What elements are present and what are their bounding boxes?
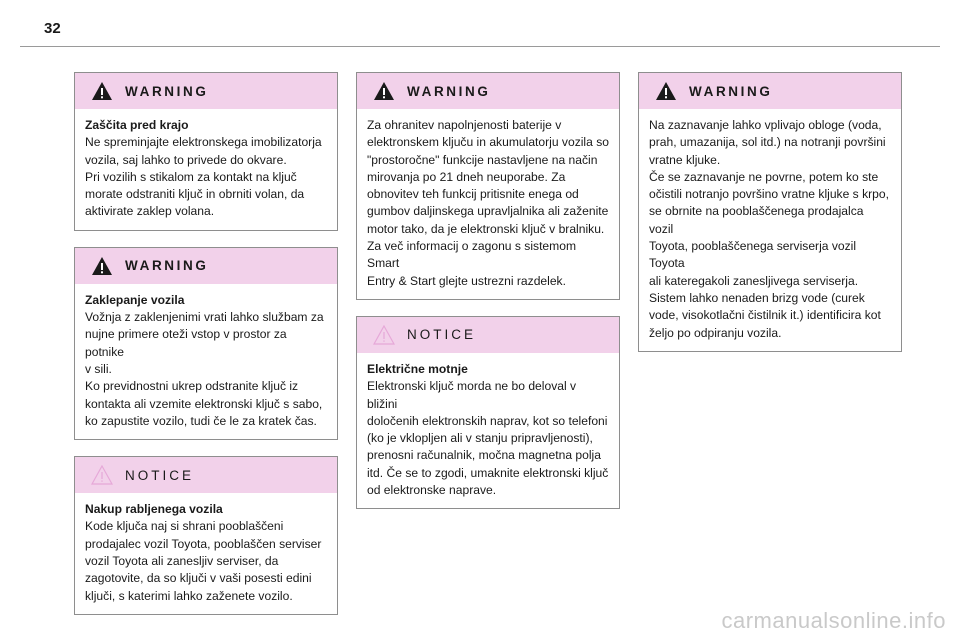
box-subtitle: Zaklepanje vozila xyxy=(85,292,185,307)
notice-title: NOTICE xyxy=(125,467,195,483)
box-text-line: kontakta ali vzemite elektronski ključ s sabo, xyxy=(85,396,323,411)
notice-body xyxy=(357,353,619,508)
warning-header xyxy=(639,73,901,109)
box-text-line: zagotovite, da so ključi v vaši posesti edini xyxy=(85,571,312,586)
notice-box xyxy=(356,316,620,509)
box-text-line: od elektronske naprave. xyxy=(367,483,497,498)
box-text-line: Na zaznavanje lahko vplivajo obloge (voda, xyxy=(649,118,882,132)
box-text-line: Če se zaznavanje ne povrne, potem ko ste xyxy=(649,169,879,184)
notice-triangle-icon xyxy=(91,465,113,485)
warning-header xyxy=(357,73,619,109)
box-text-line: elektronskem ključu in akumulatorju vozila so xyxy=(367,135,609,150)
warning-header xyxy=(75,73,337,109)
box-text-line: Ne spreminjajte elektronskega imobilizatorja xyxy=(85,135,322,150)
box-text-line: Pri vozilih s stikalom za kontakt na ključ xyxy=(85,169,297,184)
box-text-line: vozila, saj lahko to privede do okvare. xyxy=(85,152,287,167)
notice-header xyxy=(75,457,337,493)
warning-body xyxy=(357,109,619,299)
warning-title: WARNING xyxy=(125,258,209,274)
warning-box xyxy=(356,72,620,300)
box-text-line: določenih elektronskih naprav, kot so telefoni xyxy=(367,413,608,428)
notice-body xyxy=(75,493,337,614)
box-text-line: ko zapustite vozilo, tudi če le za kratek čas. xyxy=(85,413,317,428)
box-text-line: vratne kljuke. xyxy=(649,152,721,167)
box-text-line: se obrnite na pooblaščenega prodajalca vozil xyxy=(649,204,864,236)
box-text-line: vozil Toyota ali zanesljiv serviser, da xyxy=(85,554,279,569)
box-text-line: prah, umazanija, sol itd.) na notranji površini xyxy=(649,135,886,150)
warning-title: WARNING xyxy=(407,83,491,99)
warning-box xyxy=(74,72,338,231)
box-text-line: v sili. xyxy=(85,361,112,376)
notice-box xyxy=(74,456,338,615)
box-text-line: obnovitev teh funkcij pritisnite enega od xyxy=(367,187,579,202)
warning-box xyxy=(74,247,338,440)
warning-triangle-icon xyxy=(373,81,395,101)
warning-box xyxy=(638,72,902,352)
column-2 xyxy=(356,72,620,525)
box-text-line: itd. Če se to zgodi, umaknite elektronski ključ xyxy=(367,465,609,480)
box-text-line: aktivirate zaklep volana. xyxy=(85,204,215,219)
box-text-line: Za več informacij o zagonu s sistemom Smart xyxy=(367,239,577,271)
warning-triangle-icon xyxy=(91,81,113,101)
watermark: carmanualsonline.info xyxy=(721,608,946,633)
box-text-line: Sistem lahko nenaden brizg vode (curek xyxy=(649,290,865,305)
column-1 xyxy=(74,72,338,631)
box-text-line: Entry & Start glejte ustrezni razdelek. xyxy=(367,273,566,288)
box-subtitle: Električne motnje xyxy=(367,361,468,376)
box-text-line: prenosni računalnik, močna magnetna polja xyxy=(367,448,601,463)
warning-body xyxy=(75,284,337,439)
warning-triangle-icon xyxy=(91,256,113,276)
notice-title: NOTICE xyxy=(407,327,477,343)
box-subtitle: Zaščita pred krajo xyxy=(85,118,189,132)
box-text-line: (ko je vklopljen ali v stanju pripravljenosti), xyxy=(367,431,593,446)
box-text-line: očistili notranjo površino vratne kljuke s krpo, xyxy=(649,187,889,202)
box-text-line: vode, visokotlačni čistilnik it.) identificira kot xyxy=(649,308,881,323)
box-text-line: morate odstraniti ključ in obrniti volan, da xyxy=(85,187,305,202)
box-text-line: gumbov daljinskega upravljalnika ali zaženite xyxy=(367,204,609,219)
notice-header xyxy=(357,317,619,353)
box-text-line: ali kateregakoli zanesljivega serviserja. xyxy=(649,273,859,288)
warning-title: WARNING xyxy=(125,83,209,99)
box-text-line: Ko previdnostni ukrep odstranite ključ iz xyxy=(85,379,299,394)
box-text-line: Elektronski ključ morda ne bo deloval v bližini xyxy=(367,379,577,411)
warning-triangle-icon xyxy=(655,81,677,101)
box-text-line: Kode ključa naj si shrani pooblaščeni xyxy=(85,519,284,534)
box-text-line: Za ohranitev napolnjenosti baterije v xyxy=(367,118,562,132)
notice-triangle-icon xyxy=(373,325,395,345)
column-3 xyxy=(638,72,902,368)
warning-title: WARNING xyxy=(689,83,773,99)
box-text-line: mirovanja po 21 dneh neuporabe. Za xyxy=(367,169,566,184)
page-number: 32 xyxy=(44,20,61,37)
box-text-line: "prostoročne" funkcije nastavljene na način xyxy=(367,152,598,167)
warning-body xyxy=(75,109,337,230)
box-text-line: ključi, s katerimi lahko zaženete vozilo. xyxy=(85,588,293,603)
box-text-line: Vožnja z zaklenjenimi vrati lahko službam za xyxy=(85,310,324,325)
box-text-line: prodajalec vozil Toyota, pooblaščen serviser xyxy=(85,536,322,551)
warning-header xyxy=(75,248,337,284)
box-text-line: željo po odpiranju vozila. xyxy=(649,325,782,340)
box-text-line: motor tako, da je elektronski ključ v bralniku. xyxy=(367,221,605,236)
box-subtitle: Nakup rabljenega vozila xyxy=(85,502,223,517)
header-rule xyxy=(20,46,940,47)
box-text-line: Toyota, pooblaščenega serviserja vozil Toyota xyxy=(649,239,857,271)
warning-body xyxy=(639,109,901,351)
box-text-line: nujne primere oteži vstop v prostor za potnike xyxy=(85,327,287,359)
